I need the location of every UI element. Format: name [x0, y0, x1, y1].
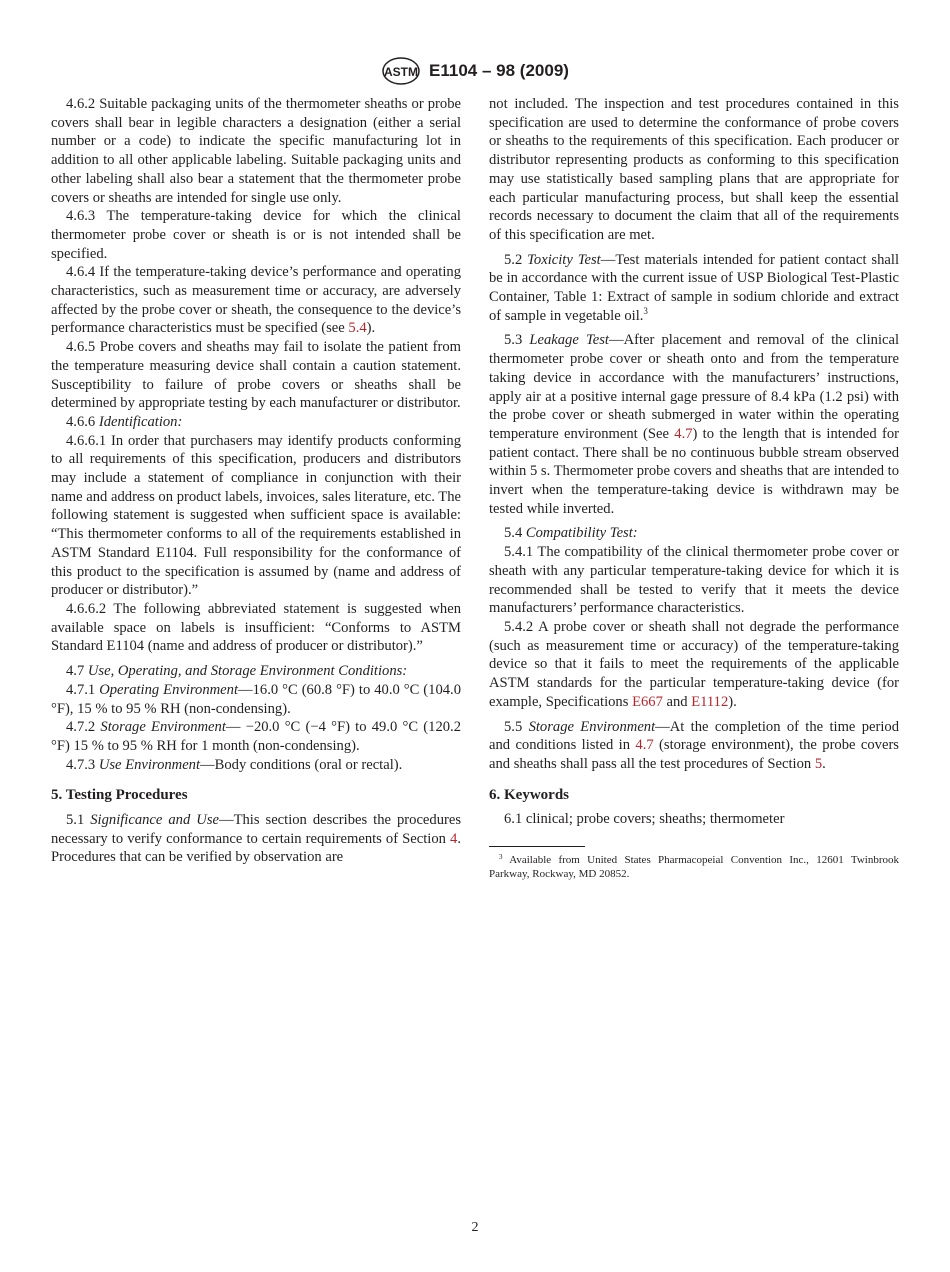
right-column — [489, 95, 899, 881]
astm-logo-icon — [381, 56, 421, 86]
paragraph-6-1: 6.1 clinical; probe covers; sheaths; thermometer — [504, 811, 785, 828]
link-section-4[interactable]: 4 — [450, 830, 458, 847]
paragraph-5-4-1: 5.4.1 The compatibility of the clinical thermometer probe cover or sheath with any particular temperature-taking device for which it is recommended shall be tested to verify that it meets the device manufacturers’ performance characteristics. — [489, 544, 899, 617]
paragraph-5-4: 5.4 Compatibility Test: — [504, 525, 638, 542]
link-section-5[interactable]: 5 — [814, 755, 823, 772]
svg-text:ASTM: ASTM — [384, 65, 419, 79]
link-e1112[interactable]: E1112 — [691, 693, 729, 710]
section-5-heading: 5. Testing Procedures — [51, 787, 188, 804]
paragraph-4-7-2: 4.7.2 Storage Environment— −20.0 °C (−4 °F) to 49.0 °C (120.2 °F) 15 % to 95 % RH for 1 month (non-condensing). — [51, 719, 461, 754]
paragraph-4-7-3: 4.7.3 Use Environment—Body conditions (oral or rectal). — [66, 756, 403, 773]
paragraph-5-2: 5.2 Toxicity Test—Test materials intended for patient contact shall be in accordance with the current issue of USP Biological Test-Plastic Container, Table 1: Extract of sample in sodium chloride and extract of sample in vegetable oil.$^3$ — [489, 251, 899, 324]
paragraph-5-1: 5.1 Significance and Use—This section describes the procedures necessary to verify conformance to certain requirements of Section 4. Procedures that can be verified by observation are — [51, 812, 462, 866]
paragraph-4-6-5: 4.6.5 Probe covers and sheaths may fail to isolate the patient from the temperature measuring device shall contain a caution statement. Susceptibility to failure of probe covers or sheaths shall be determined by appropriate testing by each manufacturer or distributor. — [51, 339, 461, 412]
standard-designation: E1104 – 98 (2009) — [429, 61, 569, 80]
paragraph-4-6-4: 4.6.4 If the temperature-taking device’s performance and operating characteristics, such as measurement time or accuracy, are adversely affected by the probe cover or sheath, the consequence to the device’s performance characteristics must be specified (see 5.4). — [51, 264, 461, 337]
section-6-heading: 6. Keywords — [489, 786, 569, 803]
paragraph-4-6-6: 4.6.6 Identification: — [66, 413, 183, 430]
footnote-divider — [489, 846, 585, 847]
footnote-3: $^3$ Available from United States Pharmacopeial Convention Inc., 12601 Twinbrook Parkway, Rockway, MD 20852. — [489, 853, 899, 881]
paragraph-4-6-3: 4.6.3 The temperature-taking device for which the clinical thermometer probe cover or sheath is or is not intended shall be specified. — [51, 208, 461, 262]
paragraph-4-6-2: 4.6.2 Suitable packaging units of the thermometer sheaths or probe covers shall bear in legible characters a designation (either a serial number or a code) to indicate the specific manufacturing lot in addition to all other applicable labeling. Suitable packaging units and other labeling shall also bear a statement that the thermometer probe covers or sheaths are intended for single use only. — [51, 96, 461, 206]
paragraph-4-7: 4.7 Use, Operating, and Storage Environment Conditions: — [66, 663, 408, 680]
paragraph-5-3: 5.3 Leakage Test—After placement and removal of the clinical thermometer probe cover or sheath onto and from the temperature taking device in accordance with the manufacturers’ instructions, apply air at a positive internal gage pressure of 8.4 kPa (1.2 psi) with the probe cover or sheath submerged in water within the operating temperature environment (See 4.7) to the length that is intended for patient contact. There shall be no continuous bubble stream observed within 5 s. Thermometer probe covers and sheaths that are intended to invert when the temperature-taking device is withdrawn may be tested while inverted. — [489, 332, 900, 517]
paragraph-5-1-continued: not included. The inspection and test procedures contained in this specification are used to determine the conformance of probe covers or sheaths to the requirements of this specification. Each producer or distributor representing products as conforming to this specification may use statistically based sampling plans that are appropriate for each particular manufacturing process, but shall keep the essential records necessary to document the claim that all of the requirements of this specification are met. — [489, 96, 899, 243]
footnote-reference[interactable]: 3 — [643, 305, 648, 316]
paragraph-5-5: 5.5 Storage Environment—At the completion of the time period and conditions listed in 4.7 (storage environment), the probe covers and sheaths shall pass all the test procedures of Section 5. — [489, 718, 900, 772]
link-section-4-7[interactable]: 4.7 — [635, 737, 654, 754]
paragraph-4-7-1: 4.7.1 Operating Environment—16.0 °C (60.8 °F) to 40.0 °C (104.0 °F), 15 % to 95 % RH (non-condensing). — [51, 681, 462, 717]
left-column — [51, 95, 461, 867]
paragraph-4-6-6-1: 4.6.6.1 In order that purchasers may identify products conforming to all requirements of this specification, producers and distributors may include a statement of compliance in conjunction with their name and address on product labels, invoices, sales literature, etc. The following statement is suggested when sufficient space is available: “This thermometer conforms to all of the requirements established in ASTM Standard E1104. Full responsibility for the conformance of this product to the specification is assumed by (name and address of producer or distributor).” — [51, 432, 461, 599]
paragraph-4-6-6-2: 4.6.6.2 The following abbreviated statement is suggested when available space on labels is insufficient: “Conforms to ASTM Standard E1104 (name and address of producer or distributor).” — [51, 600, 461, 655]
link-section-4-7[interactable]: 4.7 — [674, 425, 693, 442]
paragraph-5-4-2: 5.4.2 A probe cover or sheath shall not degrade the performance (such as measurement time or accuracy) of the temperature-taking device so that it fails to meet the requirements of the applicable ASTM standards for the particular temperature-taking device (for example, Specifications E667 and E1112). — [489, 618, 899, 710]
page-header — [0, 56, 950, 86]
page-number: 2 — [471, 1220, 479, 1235]
link-section-5-4[interactable]: 5.4 — [348, 320, 367, 337]
link-e667[interactable]: E667 — [632, 693, 663, 710]
